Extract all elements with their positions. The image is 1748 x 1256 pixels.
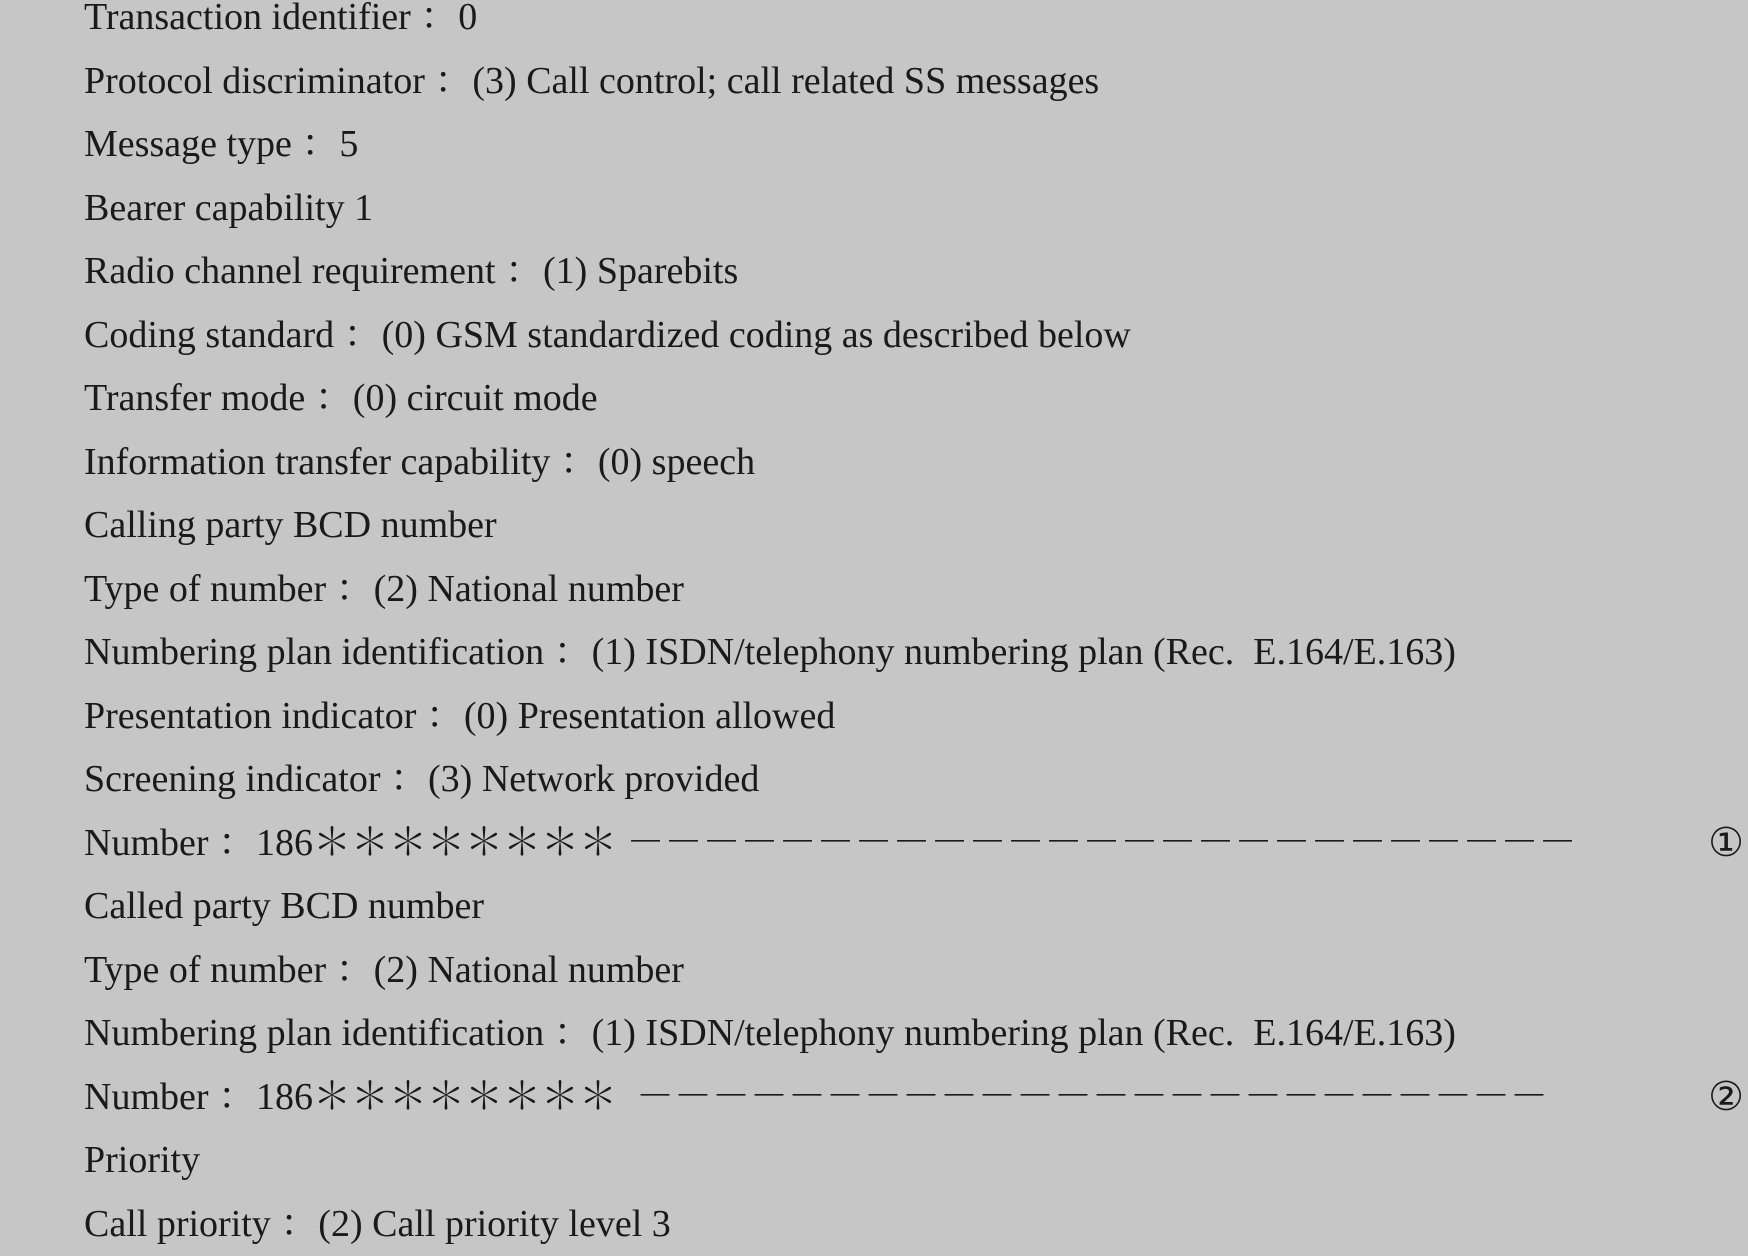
- doc-line: [84, 494, 1734, 558]
- doc-line: [84, 558, 1734, 622]
- line-text: Coding standard ：(0) GSM standardized coding as described below: [84, 314, 1131, 356]
- line-text: Message type ：5: [84, 123, 358, 165]
- doc-line: [84, 1129, 1734, 1193]
- line-text: Type of number ：(2) National number: [84, 949, 684, 991]
- line-text: Numbering plan identification ：(1) ISDN/telephony numbering plan (Rec. E.164/E.163): [84, 631, 1456, 673]
- doc-line: [84, 1193, 1734, 1256]
- line-text: Screening indicator ：(3) Network provided: [84, 758, 759, 800]
- circled-number-marker: ①: [1708, 812, 1744, 876]
- line-text: Protocol discriminator ：(3) Call control; call related SS messages: [84, 60, 1099, 102]
- line-text: Radio channel requirement ：(1) Sparebits: [84, 250, 738, 292]
- doc-line: [84, 621, 1734, 685]
- line-text: Numbering plan identification ：(1) ISDN/telephony numbering plan (Rec. E.164/E.163): [84, 1012, 1456, 1054]
- doc-line: [84, 304, 1734, 368]
- line-text: Information transfer capability ：(0) speech: [84, 441, 755, 483]
- doc-line: [84, 50, 1734, 114]
- line-text: Call priority ：(2) Call priority level 3: [84, 1203, 671, 1245]
- line-text: Priority: [84, 1139, 200, 1181]
- circled-number-marker: ②: [1708, 1066, 1744, 1130]
- doc-line: [84, 1002, 1734, 1066]
- doc-line: [84, 177, 1734, 241]
- line-text: Called party BCD number: [84, 885, 484, 927]
- doc-line: [84, 113, 1734, 177]
- doc-line: [84, 0, 1734, 50]
- line-text: Type of number ：(2) National number: [84, 568, 684, 610]
- doc-line: [84, 812, 1734, 876]
- doc-line: [84, 875, 1734, 939]
- doc-line: [84, 367, 1734, 431]
- doc-line: [84, 685, 1734, 749]
- doc-line: [84, 748, 1734, 812]
- line-text: Number ：186＊＊＊＊＊＊＊＊ －－－－－－－－－－－－－－－－－－－－－－－－－: [84, 822, 1577, 864]
- doc-line: [84, 240, 1734, 304]
- message-decode-document: [84, 0, 1734, 1256]
- line-text: Bearer capability 1: [84, 187, 373, 229]
- line-text: Transfer mode ：(0) circuit mode: [84, 377, 598, 419]
- line-text: Presentation indicator ：(0) Presentation allowed: [84, 695, 835, 737]
- line-text: Number ：186＊＊＊＊＊＊＊＊ －－－－－－－－－－－－－－－－－－－－－－－－: [84, 1076, 1548, 1118]
- doc-line: [84, 431, 1734, 495]
- doc-line: [84, 939, 1734, 1003]
- doc-line: [84, 1066, 1734, 1130]
- line-text: Transaction identifier ：0: [84, 0, 477, 38]
- line-text: Calling party BCD number: [84, 504, 497, 546]
